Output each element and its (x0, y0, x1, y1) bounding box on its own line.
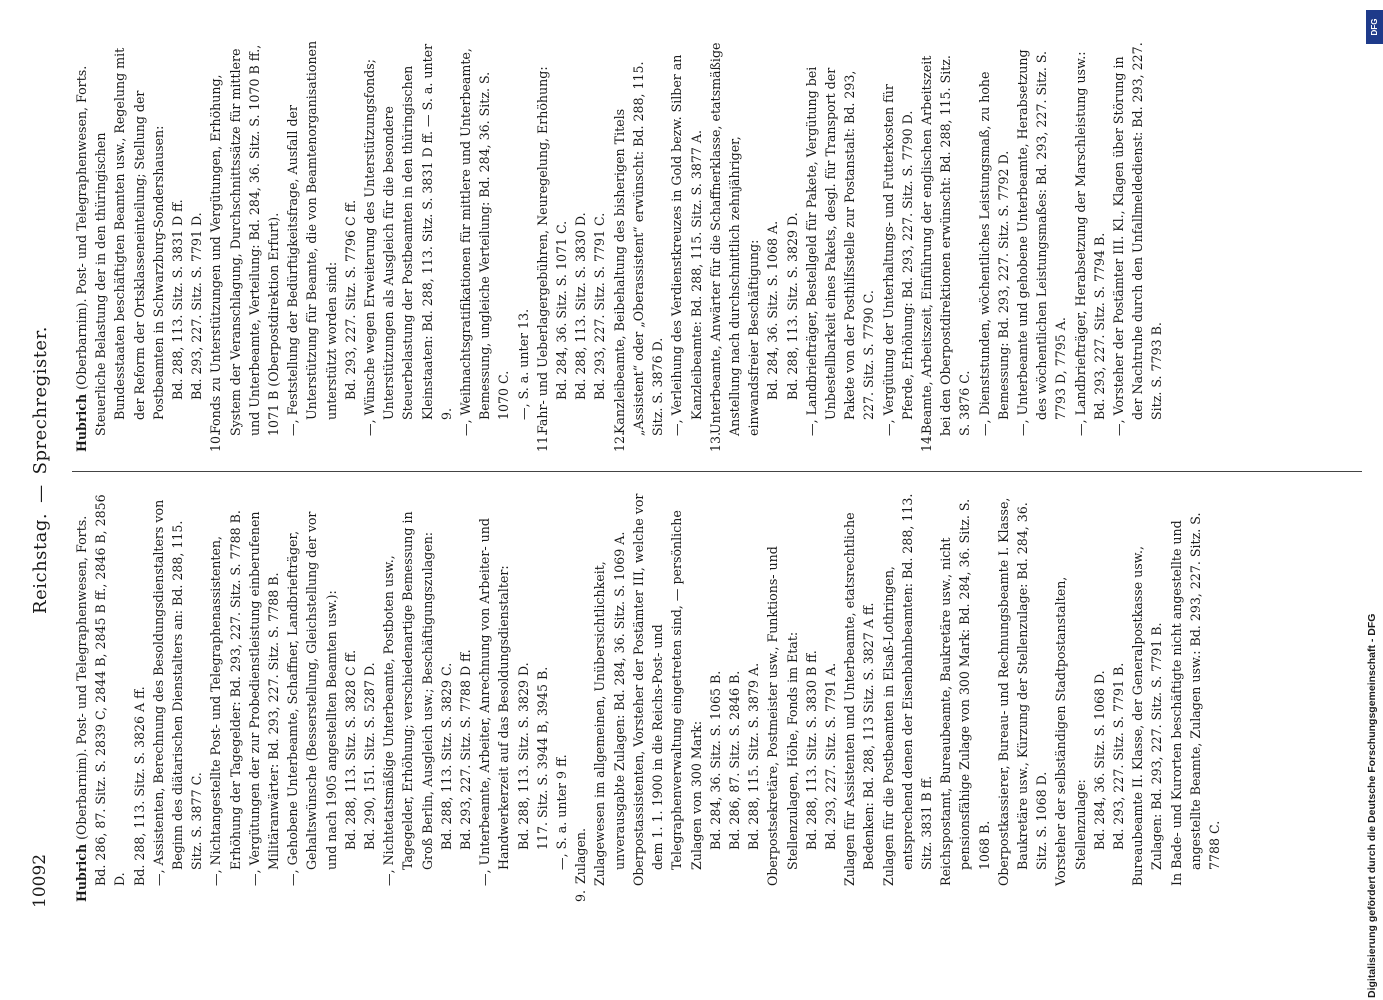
register-line-text: —, Nichtetatsmäßige Unterbeamte, Postboten usw., Tagegelder, Erhöhung; verschiedenartige Bemessung in Groß Berlin, Ausgleich usw.; Beschäftigungszulagen: (381, 511, 435, 886)
register-line-text: —, Unterbeamte, Arbeiter, Anrechnung von Arbeiter- und Handwerkerzeit auf das Besoldungsdienstalter: (477, 518, 512, 886)
register-line (936, 490, 994, 902)
register-line (341, 490, 360, 902)
register-line (667, 40, 705, 452)
register-line-text: —, Feststellung der Bedürftigkeitsfrage, Ausfall der Unterstützung für Beamte, die von Beamtenorganisationen unterstützt worden sind: (285, 40, 339, 436)
title-separator: — (30, 484, 51, 503)
register-line (533, 490, 552, 902)
dfg-logo-text: DFG (1370, 18, 1379, 36)
register-line-text: Bd. 288, 113. Sitz. S. 3829 C. (438, 662, 454, 850)
register-line (206, 40, 283, 452)
register-line-text: Bd. 288, 115. Sitz. S. 3879 A. (746, 662, 762, 850)
register-line (552, 490, 571, 902)
register-line-text: Zulagen für Assistenten und Unterbeamte, etatsrechtliche Bedenken: Bd. 288, 113 Sitz. S. 3827 A ff. (842, 512, 877, 886)
register-line-text: Bd. 286, 87. Sitz. S. 2839 C, 2844 B, 2845 B ff., 2846 B, 2856 D. (93, 494, 128, 886)
section-number: 10. (208, 431, 224, 452)
register-line (245, 490, 283, 902)
register-line (360, 40, 456, 452)
register-line-text: Bd. 290, 151. Sitz. S. 5287 D. (362, 662, 378, 850)
register-line-text: Zulagen. (573, 827, 589, 884)
section-number: 12. (611, 431, 627, 452)
register-line (802, 40, 879, 452)
register-line (130, 490, 149, 902)
register-line (840, 490, 878, 902)
register-line-text: Bd. 288, 113. Sitz. S. 3830 D. (573, 212, 589, 400)
register-line-text: In Bade- und Kurorten beschäftigte nicht angestellte und angestellte Beamte, Zulagen usw.: Bd. 293, 227. Sitz. S. 7788 C. (1168, 512, 1222, 886)
register-line-text: —, Vergütung der Unterhaltungs- und Futterkosten für Pferde, Erhöhung: Bd. 293, 227. Sitz. S. 7790 D. (880, 84, 915, 436)
register-line-text: Bd. 288, 113. Sitz. S. 3829 D. (784, 212, 800, 400)
register-line (706, 490, 725, 902)
register-line-text: Bd. 293, 227. Sitz. S. 7796 C ff. (342, 199, 358, 400)
register-line-text: —, Unterbeamte und gehobene Unterbeamte, Herabsetzung des wöchentlichen Leistungsmaßes: Bd. 293, 227. Sitz. S. 7793 D, 7795 A. (1014, 49, 1069, 436)
register-line-text: Bd. 284, 36. Sitz. S. 1071 C. (554, 220, 570, 400)
register-line (1090, 490, 1109, 902)
digitization-note-text: Digitalisierung gefördert durch die Deutsche Forschungsgemeinschaft - DFG (1366, 613, 1378, 998)
right-column (72, 40, 1167, 452)
register-line (91, 490, 129, 902)
register-line-text: Bd. 288, 113. Sitz. S. 3830 B ff. (803, 650, 819, 850)
register-line (783, 40, 802, 452)
title-text: Reichstag. (30, 512, 51, 614)
register-line (187, 40, 206, 452)
register-line (91, 40, 168, 452)
register-line (456, 40, 514, 452)
register-line (456, 490, 475, 902)
register-line-text: —, Dienststunden, wöchentliches Leistungsmaß, zu hohe Bemessung: Bd. 293, 227. Sitz. S. 7792 D. (976, 71, 1011, 436)
section-number: 11. (534, 431, 550, 452)
register-line (552, 40, 571, 452)
register-line-text: —, Landbriefträger, Bestellgeld für Pakete, Vergütung bei Unbestellbarkeit eines Pakets, desgl. für Transport der Pakete von der Posthilfsstelle zur Postanstalt: Bd. 293, 227. Sitz. S. 7790 C. (803, 66, 877, 436)
register-line-text: —, Wünsche wegen Erweiterung des Unterstützungsfonds; Unterstützungen als Ausgleich für die besondere Steuerbelastung der Postbeamten in den thüringischen Kleinstaaten: Bd. 288, 113. Sitz. S. 3831 D ff. — S. a. unter 9. (362, 43, 454, 436)
register-line (149, 490, 207, 902)
register-line-text: Bd. 293, 227. Sitz. S. 7791 A. (822, 662, 838, 850)
register-line (590, 490, 628, 902)
register-line (514, 490, 533, 902)
register-line (379, 490, 437, 902)
register-line (533, 40, 552, 452)
register-line (763, 40, 782, 452)
register-line-text: —, Vergütungen der zur Probedienstleistung einberufenen Militäranwärter: Bd. 293, 227. Sitz. S. 7788 B. (246, 511, 282, 886)
register-line (571, 490, 590, 902)
subtitle-text: Sprechregister. (30, 326, 51, 475)
register-line (1071, 40, 1109, 452)
register-line (514, 40, 533, 452)
register-line-text: Bd. 288, 113. Sitz. S. 3826 A ff. (131, 686, 147, 886)
register-line (475, 490, 513, 902)
register-line-text: Bd. 284, 36. Sitz. S. 1068 A. (765, 220, 781, 400)
register-line (1128, 490, 1166, 902)
digitization-note (1364, 12, 1383, 998)
register-line-text: Fahr- und Ueberlagergebühren, Neuregelung, Erhöhung: (534, 66, 550, 434)
register-line (879, 40, 917, 452)
register-line (744, 490, 763, 902)
register-line (975, 40, 1013, 452)
register-line-text: Fonds zu Unterstützungen und Vergütungen, Erhöhung, System der Veranschlagung, Durchschnittssätze für mittlere und Unterbeamte, Verteilung: Bd. 284, 36. Sitz. S. 1070 B ff., 1071 B (Oberpostdirektion Erfurt). (208, 44, 282, 436)
register-line-text: Bd. 293, 227. Sitz. S. 7791 D. (189, 212, 205, 400)
register-line-text: —, Assistenten, Berechnung des Besoldungsdienstalters von Beginn des diätarischen Dienstalters an: Bd. 288, 115. Sitz. S. 3877 C. (150, 499, 205, 886)
register-line-text: Reichspostamt, Bureaubeamte, Baukretäre usw., nicht pensionsfähige Zulage von 300 Mark: Bd. 284, 36. Sitz. S. 1068 B. (938, 498, 992, 886)
register-line (283, 490, 341, 902)
register-line-text: Beamte, Arbeitszeit, Einführung der englischen Arbeitszeit bei den Oberpostdirektionen erwünscht: Bd. 288, 115. Sitz. S. 3876 C. (918, 55, 973, 436)
register-line (206, 490, 244, 902)
register-line (1051, 490, 1089, 902)
register-line-text: —, S. a. unter 9 ff. (554, 754, 570, 870)
register-line (629, 490, 706, 902)
register-line (590, 40, 609, 452)
register-line (821, 490, 840, 902)
register-line (802, 490, 821, 902)
register-line (706, 40, 764, 452)
page-number: 10092 (30, 853, 50, 908)
register-line-text: Oberpostkassierer, Bureau- und Rechnungsbeamte I. Klasse, Baukretäre usw., Kürzung der Stellenzulage: Bd. 284, 36. Sitz. S. 1068 D. (995, 497, 1050, 886)
register-line-text: Vorsteher der selbständigen Stadtpostanstalten, Stellenzulage: (1053, 576, 1088, 886)
register-line-text: Steuerliche Belastung der in den thüringischen Bundesstaaten beschäftigten Beamten usw., Regelung mit der Reform der Ortsklasseneinteilung; Stellung der Postbeamten in Schwarzburg-Sondershausen: (93, 47, 166, 436)
register-line (283, 40, 341, 452)
register-line-text: Bd. 288, 113. Sitz. S. 3828 C ff. (342, 649, 358, 850)
register-line-text: —, Landbriefträger, Herabsetzung der Marschleistung usw.: Bd. 293, 227. Sitz. S. 7794 B. (1072, 51, 1107, 436)
register-line-text: Bd. 284, 36. Sitz. S. 1065 B. (707, 670, 723, 850)
register-line (763, 490, 801, 902)
register-line (1167, 490, 1225, 902)
column-head (72, 490, 91, 902)
register-line-text: —, Vorsteher der Postämter III. Kl., Klagen über Störung in der Nachtruhe durch den Unfallmeldedienst: Bd. 293, 227. Sitz. S. 7793 B. (1110, 42, 1165, 436)
register-line (994, 490, 1052, 902)
register-line-text: Bd. 288, 113. Sitz. S. 3829 D. (515, 662, 531, 850)
register-line (437, 490, 456, 902)
register-line-text: Unterbeamte, Anwärter für die Schaffnerklasse, etatsmäßige Anstellung nach durchschnittlich zehnjähriger, einwandsfreier Beschäftigung: (707, 42, 762, 436)
register-line-text: Bd. 293, 227. Sitz. S. 7791 C. (592, 212, 608, 400)
register-line-text: —, S. a. unter 13. (515, 308, 531, 420)
register-line-text: Kanzleibeamte, Beibehaltung des bisherigen Titels „Assistent“ oder „Oberassistent“ erwünscht: Bd. 288, 115. Sitz. S. 3876 D. (611, 61, 666, 436)
register-line-text: Bd. 293, 227. Sitz. S. 7791 B. (1110, 662, 1126, 850)
register-line-text: —, Verleihung des Verdienstkreuzes in Gold bezw. Silber an Kanzleibeamte: Bd. 288, 115. Sitz. S. 3877 A. (669, 54, 704, 436)
register-line-text: Zulagen für die Postbeamten in Elsaß-Lothringen, entsprechend denen der Eisenbahnbeamten: Bd. 288, 113. Sitz. 3831 B ff. (880, 493, 934, 886)
section-number: 13. (707, 431, 723, 452)
register-line (1109, 40, 1167, 452)
register-line-text: —, Gehobene Unterbeamte, Schaffner, Landbriefträger, Gehaltswünsche (Besserstellung, Gleichstellung der vor und nach 1905 angestellten Beamten usw.): (285, 511, 339, 886)
section-number: 9. (573, 889, 589, 902)
register-line (725, 490, 744, 902)
column-divider (72, 471, 1362, 472)
register-line-text: Zulagewesen im allgemeinen, Unübersichtlichkeit, unverausgabte Zulagen: Bd. 284, 36. Sitz. S. 1069 A. (592, 531, 627, 886)
entry-context: (Oberbarnim). Post- und Telegraphenwesen, Forts. (74, 65, 89, 390)
register-line-text: 117. Sitz. S. 3944 B, 3945 B. (534, 666, 550, 850)
register-line-text: —, Weihnachtsgratifikationen für mittlere und Unterbeamte, Bemessung, ungleiche Verteilung: Bd. 284, 36. Sitz. S. 1070 C. (458, 48, 512, 436)
register-line-text: Oberpostsekretäre, Postmeister usw., Funktions- und Stellenzulagen, Höhe, Fonds im Etat: (765, 546, 800, 886)
page-header (22, 0, 62, 940)
entry-context: (Oberbarnim). Post- und Telegraphenwesen, Forts. (74, 515, 89, 840)
register-line-text: —, Nichtangestellte Post- und Telegraphenassistenten, Erhöhung der Tagegelder: Bd. 293, 227. Sitz. S. 7788 B. (208, 510, 243, 886)
entry-name: Hubrich (74, 843, 89, 902)
register-line (1109, 490, 1128, 902)
register-line (917, 40, 975, 452)
register-line (879, 490, 937, 902)
left-column (72, 490, 1224, 902)
running-title (30, 0, 51, 940)
register-line-text: Bd. 284, 36. Sitz. S. 1068 D. (1091, 670, 1107, 850)
section-number: 14. (918, 431, 934, 452)
register-line (168, 40, 187, 452)
column-head (72, 40, 91, 452)
register-line (571, 40, 590, 452)
register-line-text: Bd. 288, 113. Sitz. S. 3831 D ff. (170, 199, 186, 400)
register-line-text: Bureaubeamte II. Klasse, der Generalpostkasse usw., Zulagen: Bd. 293, 227. Sitz. S. 7791 B. (1130, 546, 1165, 886)
register-line-text: Bd. 293, 227. Sitz. S. 7788 D ff. (458, 649, 474, 850)
entry-name: Hubrich (74, 393, 89, 452)
register-line (610, 40, 668, 452)
register-line (1013, 40, 1071, 452)
register-line (360, 490, 379, 902)
register-line-text: Oberpostassistenten, Vorsteher der Postämter III, welche vor dem 1. 1. 1900 in die Reichs-Post- und Telegraphenverwaltung eingetreten sind, — persönliche Zulagen von 300 Mark: (630, 493, 704, 886)
register-line-text: Bd. 286, 87. Sitz. S. 2846 B. (726, 670, 742, 850)
register-line (341, 40, 360, 452)
